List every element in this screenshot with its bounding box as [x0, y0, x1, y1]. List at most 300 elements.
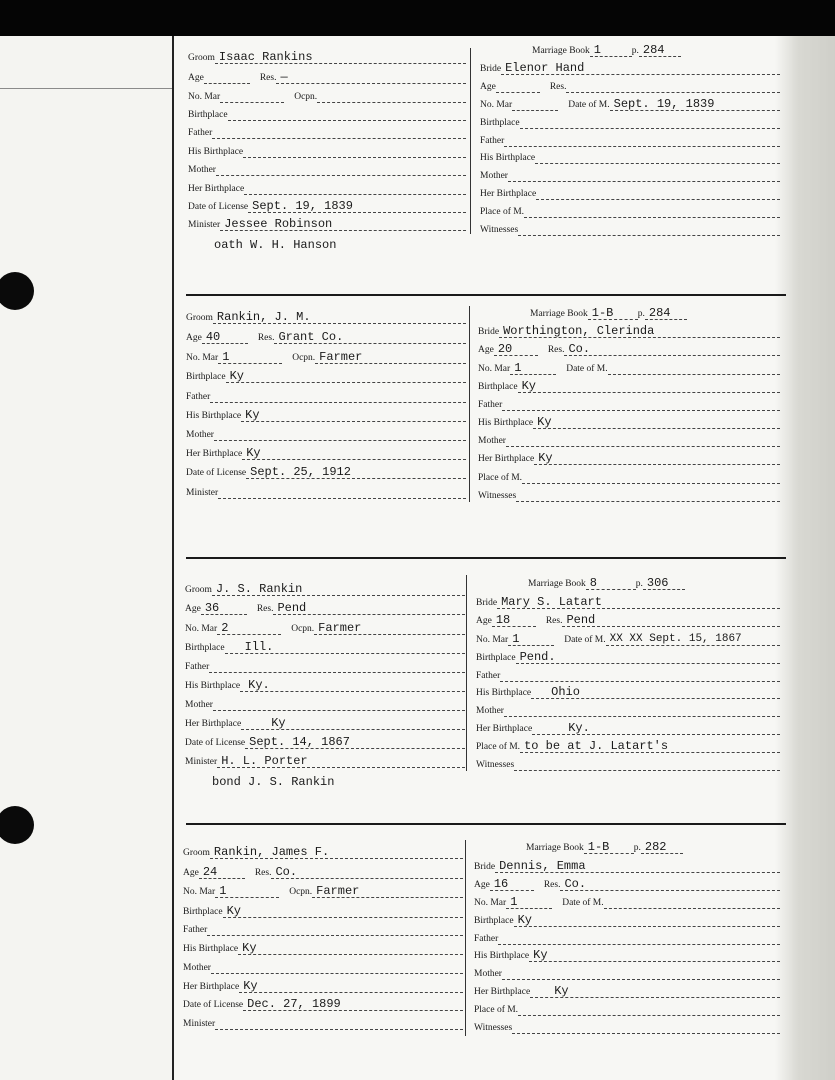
age-res-row — [186, 330, 466, 344]
bride-his-birthplace-row — [480, 150, 780, 164]
her-birthplace-row — [183, 979, 463, 993]
groom-mother — [211, 961, 463, 974]
groom-his-birthplace: Ky — [238, 942, 463, 955]
bride-his-birthplace-row — [478, 415, 780, 429]
date-of-license-row — [183, 997, 463, 1011]
place-of-marriage: to be at J. Latart's — [520, 740, 780, 753]
groom-no-mar: 1 — [218, 351, 282, 364]
ocpn-label: Ocpn. — [292, 353, 316, 363]
groom-father — [207, 923, 463, 936]
bride-no-mar-row — [478, 361, 780, 375]
age-label: Age — [188, 73, 204, 83]
her-birthplace-row — [188, 181, 466, 195]
father-label: Father — [188, 128, 213, 138]
her-birthplace-label: Her Birthplace — [185, 719, 242, 729]
bride-label: Bride — [478, 327, 500, 337]
place-of-marriage — [524, 205, 780, 218]
marriage-book-number: 1 — [590, 44, 632, 57]
her-birthplace-row — [186, 446, 466, 460]
witnesses — [516, 489, 780, 502]
page-label: p. — [633, 843, 641, 853]
place-of-m-row — [480, 204, 780, 218]
res-label: Res. — [547, 345, 565, 355]
groom-mother — [214, 428, 466, 441]
birthplace-label: Birthplace — [186, 372, 226, 382]
page-label: p. — [637, 309, 645, 319]
mother-row — [188, 162, 466, 176]
groom-name: J. S. Rankin — [212, 583, 465, 596]
bride-mother — [504, 704, 780, 717]
place-of-m-row — [476, 739, 780, 753]
father-label: Father — [476, 671, 501, 681]
place-of-m-row — [478, 470, 780, 484]
bride-row — [480, 61, 780, 75]
minister-label: Minister — [188, 220, 221, 230]
bride-birthplace-row — [478, 379, 780, 393]
bride-res: Co. — [560, 878, 780, 891]
groom-her-birthplace: Ky — [241, 717, 465, 730]
bride-age-res-row — [474, 877, 780, 891]
bride-row — [478, 324, 780, 338]
bride-no-mar — [512, 98, 558, 111]
birthplace-label: Birthplace — [478, 382, 518, 392]
res-label: Res. — [254, 868, 272, 878]
marriage-book-label: Marriage Book — [532, 46, 590, 56]
her-birthplace-label: Her Birthplace — [480, 189, 537, 199]
groom-her-birthplace: Ky — [242, 447, 466, 460]
his-birthplace-label: His Birthplace — [478, 418, 534, 428]
groom-row — [183, 845, 463, 859]
her-birthplace-label: Her Birthplace — [188, 184, 245, 194]
marriage-book-number: 8 — [586, 577, 636, 590]
age-label: Age — [185, 604, 201, 614]
date-of-m-label: Date of M. — [566, 364, 608, 374]
res-label: Res. — [549, 82, 567, 92]
res-label: Res. — [545, 616, 563, 626]
minister-label: Minister — [185, 757, 218, 767]
mother-row — [186, 427, 466, 441]
bride-father — [502, 398, 780, 411]
his-birthplace-label: His Birthplace — [188, 147, 244, 157]
his-birthplace-row — [188, 144, 466, 158]
witnesses-label: Witnesses — [474, 1023, 513, 1033]
father-label: Father — [185, 662, 210, 672]
groom-age: 36 — [201, 602, 247, 615]
mother-label: Mother — [476, 706, 504, 716]
father-label: Father — [183, 925, 208, 935]
date-of-m-label: Date of M. — [564, 635, 606, 645]
mother-row — [185, 697, 465, 711]
father-row — [186, 389, 466, 403]
his-birthplace-label: His Birthplace — [474, 951, 530, 961]
her-birthplace-label: Her Birthplace — [474, 987, 531, 997]
groom-age — [204, 71, 250, 84]
bride-label: Bride — [474, 862, 496, 872]
bride-name: Worthington, Clerinda — [499, 325, 780, 338]
birthplace-label: Birthplace — [188, 110, 228, 120]
mother-label: Mother — [185, 700, 213, 710]
age-label: Age — [478, 345, 494, 355]
groom-res: — — [276, 71, 466, 84]
bride-birthplace-row — [480, 115, 780, 129]
bride-father-row — [480, 133, 780, 147]
marriage-book-page: 306 — [643, 577, 685, 590]
mother-label: Mother — [480, 171, 508, 181]
groom-his-birthplace — [243, 145, 466, 158]
marriage-book-row — [532, 43, 722, 57]
date-of-license-row — [185, 735, 465, 749]
date-of-license: Sept. 19, 1839 — [248, 200, 466, 213]
bride-age — [496, 80, 540, 93]
minister-label: Minister — [186, 488, 219, 498]
no-mar-label: No. Mar — [478, 364, 511, 374]
date-of-marriage: XX XX Sept. 15, 1867 — [606, 633, 780, 646]
marriage-book-row — [526, 840, 726, 854]
birthplace-row — [188, 107, 466, 121]
father-row — [188, 125, 466, 139]
no-mar-row — [186, 350, 466, 364]
scan-margin-rule — [0, 88, 175, 89]
bride-his-birthplace: Ky — [533, 416, 780, 429]
bride-father — [500, 669, 780, 682]
place-of-m-row — [474, 1002, 780, 1016]
minister-row — [183, 1016, 463, 1030]
date-of-license-row — [186, 465, 466, 479]
minister-label: Minister — [183, 1019, 216, 1029]
groom-res: Pend — [273, 602, 465, 615]
record-note: oath W. H. Hanson — [214, 238, 337, 252]
bride-row — [474, 859, 780, 873]
record-separator — [186, 294, 786, 296]
no-mar-label: No. Mar — [474, 898, 507, 908]
marriage-book-row — [530, 306, 730, 320]
place-of-marriage — [518, 1003, 780, 1016]
minister-name: H. L. Porter — [217, 755, 465, 768]
place-of-m-label: Place of M. — [478, 473, 523, 483]
age-res-row — [183, 865, 463, 879]
res-label: Res. — [259, 73, 277, 83]
ocpn-label: Ocpn. — [294, 92, 318, 102]
bride-age-res-row — [478, 342, 780, 356]
place-of-marriage — [522, 471, 780, 484]
age-label: Age — [474, 880, 490, 890]
groom-birthplace: Ill. — [225, 641, 465, 654]
bride-name: Elenor Hand — [501, 62, 780, 75]
groom-label: Groom — [186, 313, 213, 323]
minister-name: Jessee Robinson — [220, 218, 466, 231]
no-mar-label: No. Mar — [186, 353, 219, 363]
minister-row — [185, 754, 465, 768]
groom-label: Groom — [188, 53, 215, 63]
witnesses-row — [474, 1020, 780, 1034]
witnesses — [512, 1021, 780, 1034]
birthplace-label: Birthplace — [474, 916, 514, 926]
date-of-license-label: Date of License — [188, 202, 249, 212]
groom-name: Isaac Rankins — [215, 51, 466, 64]
bride-no-mar-row — [476, 632, 780, 646]
groom-his-birthplace: Ky. — [240, 679, 465, 692]
bride-mother — [502, 967, 780, 980]
bride-mother-row — [474, 966, 780, 980]
column-divider — [470, 48, 471, 234]
bride-res — [566, 80, 780, 93]
bride-no-mar: 1 — [510, 362, 556, 375]
groom-age: 24 — [199, 866, 245, 879]
res-label: Res. — [543, 880, 561, 890]
bride-name: Dennis, Emma — [495, 860, 780, 873]
mother-row — [183, 960, 463, 974]
groom-no-mar: 2 — [217, 622, 281, 635]
his-birthplace-row — [185, 678, 465, 692]
bride-birthplace: Pend. — [516, 651, 780, 664]
witnesses-row — [480, 222, 780, 236]
age-label: Age — [183, 868, 199, 878]
no-mar-label: No. Mar — [480, 100, 513, 110]
marriage-book-row — [528, 576, 728, 590]
age-label: Age — [480, 82, 496, 92]
bride-birthplace: Ky — [514, 914, 780, 927]
witnesses-label: Witnesses — [476, 760, 515, 770]
marriage-book-label: Marriage Book — [528, 579, 586, 589]
bride-her-birthplace-row — [474, 984, 780, 998]
his-birthplace-row — [186, 408, 466, 422]
place-of-m-label: Place of M. — [474, 1005, 519, 1015]
groom-her-birthplace: Ky — [239, 980, 463, 993]
witnesses-label: Witnesses — [480, 225, 519, 235]
page-label: p. — [631, 46, 639, 56]
bride-his-birthplace-row — [474, 948, 780, 962]
groom-mother — [213, 698, 465, 711]
age-label: Age — [186, 333, 202, 343]
groom-mother — [216, 163, 466, 176]
groom-no-mar: 1 — [215, 885, 279, 898]
minister-name — [218, 486, 466, 499]
ocpn-label: Ocpn. — [289, 887, 313, 897]
date-of-license: Sept. 14, 1867 — [245, 736, 465, 749]
groom-father — [209, 660, 465, 673]
groom-his-birthplace: Ky — [241, 409, 466, 422]
groom-res: Grant Co. — [274, 331, 466, 344]
record-separator — [186, 557, 786, 559]
groom-label: Groom — [183, 848, 210, 858]
groom-no-mar — [220, 90, 284, 103]
groom-label: Groom — [185, 585, 212, 595]
place-of-m-label: Place of M. — [480, 207, 525, 217]
bride-age-res-row — [476, 613, 780, 627]
minister-row — [188, 217, 466, 231]
groom-birthplace: Ky — [226, 370, 466, 383]
marriage-book-number: 1-B — [588, 307, 638, 320]
date-of-license-label: Date of License — [183, 1000, 244, 1010]
marriage-book-label: Marriage Book — [530, 309, 588, 319]
witnesses — [514, 758, 780, 771]
marriage-book-page: 282 — [641, 841, 683, 854]
date-of-marriage: Sept. 19, 1839 — [610, 98, 780, 111]
bride-her-birthplace: Ky — [530, 985, 780, 998]
groom-birthplace: Ky — [223, 905, 463, 918]
her-birthplace-label: Her Birthplace — [476, 724, 533, 734]
mother-label: Mother — [183, 963, 211, 973]
date-of-license: Sept. 25, 1912 — [246, 466, 466, 479]
mother-label: Mother — [474, 969, 502, 979]
marriage-book-label: Marriage Book — [526, 843, 584, 853]
birthplace-label: Birthplace — [476, 653, 516, 663]
date-of-license-label: Date of License — [185, 738, 246, 748]
bride-row — [476, 595, 780, 609]
witnesses-row — [478, 488, 780, 502]
bride-birthplace — [520, 116, 780, 129]
date-of-license-row — [188, 199, 466, 213]
bride-mother-row — [476, 703, 780, 717]
his-birthplace-label: His Birthplace — [183, 944, 239, 954]
minister-row — [186, 485, 466, 499]
bride-no-mar-row — [474, 895, 780, 909]
bride-mother-row — [480, 168, 780, 182]
bride-mother — [508, 169, 780, 182]
bride-his-birthplace: Ky — [529, 949, 780, 962]
bride-his-birthplace — [535, 151, 780, 164]
birthplace-row — [183, 904, 463, 918]
no-mar-label: No. Mar — [183, 887, 216, 897]
date-of-marriage — [604, 896, 780, 909]
birthplace-label: Birthplace — [480, 118, 520, 128]
record-separator — [186, 823, 786, 825]
punch-hole — [0, 272, 34, 310]
bride-no-mar: 1 — [508, 633, 554, 646]
record-note: bond J. S. Rankin — [212, 775, 335, 789]
birthplace-label: Birthplace — [183, 907, 223, 917]
bride-age-res-row — [480, 79, 780, 93]
bride-birthplace-row — [474, 913, 780, 927]
groom-ocpn: Farmer — [315, 351, 466, 364]
bride-her-birthplace — [536, 187, 780, 200]
marriage-book-page: 284 — [639, 44, 681, 57]
her-birthplace-label: Her Birthplace — [478, 454, 535, 464]
ocpn-label: Ocpn. — [291, 624, 315, 634]
groom-name: Rankin, J. M. — [213, 311, 466, 324]
res-label: Res. — [257, 333, 275, 343]
his-birthplace-label: His Birthplace — [476, 688, 532, 698]
bride-res: Pend — [562, 614, 780, 627]
bride-mother — [506, 434, 780, 447]
his-birthplace-row — [183, 941, 463, 955]
bride-no-mar: 1 — [506, 896, 552, 909]
date-of-marriage — [608, 362, 780, 375]
groom-age: 40 — [202, 331, 248, 344]
bride-no-mar-row — [480, 97, 780, 111]
his-birthplace-label: His Birthplace — [480, 153, 536, 163]
mother-label: Mother — [186, 430, 214, 440]
groom-row — [185, 582, 465, 596]
marriage-book-page: 284 — [645, 307, 687, 320]
groom-row — [186, 310, 466, 324]
witnesses-row — [476, 757, 780, 771]
place-of-m-label: Place of M. — [476, 742, 521, 752]
bride-her-birthplace-row — [476, 721, 780, 735]
bride-father — [504, 134, 780, 147]
bride-her-birthplace-row — [478, 451, 780, 465]
bride-her-birthplace: Ky — [534, 452, 780, 465]
no-mar-label: No. Mar — [185, 624, 218, 634]
bride-res: Co. — [564, 343, 780, 356]
bride-father-row — [478, 397, 780, 411]
bride-birthplace-row — [476, 650, 780, 664]
date-of-m-label: Date of M. — [568, 100, 610, 110]
mother-label: Mother — [188, 165, 216, 175]
bride-birthplace: Ky — [518, 380, 780, 393]
mother-label: Mother — [478, 436, 506, 446]
birthplace-label: Birthplace — [185, 643, 225, 653]
her-birthplace-row — [185, 716, 465, 730]
bride-his-birthplace-row — [476, 685, 780, 699]
column-divider — [466, 575, 467, 771]
bride-her-birthplace: Ky. — [532, 722, 780, 735]
groom-father — [210, 390, 466, 403]
bride-father-row — [476, 668, 780, 682]
bride-label: Bride — [476, 598, 498, 608]
groom-name: Rankin, James F. — [210, 846, 463, 859]
bride-mother-row — [478, 433, 780, 447]
column-divider — [465, 840, 466, 1036]
punch-hole — [0, 806, 34, 844]
father-label: Father — [186, 392, 211, 402]
groom-row — [188, 50, 466, 64]
groom-ocpn: Farmer — [312, 885, 463, 898]
groom-birthplace — [228, 108, 466, 121]
groom-res: Co. — [271, 866, 463, 879]
bride-name: Mary S. Latart — [497, 596, 780, 609]
date-of-m-label: Date of M. — [562, 898, 604, 908]
father-label: Father — [478, 400, 503, 410]
groom-ocpn: Farmer — [314, 622, 465, 635]
bride-label: Bride — [480, 64, 502, 74]
minister-name — [215, 1017, 463, 1030]
bride-age: 18 — [492, 614, 536, 627]
bride-age: 20 — [494, 343, 538, 356]
witnesses — [518, 223, 780, 236]
father-row — [185, 659, 465, 673]
birthplace-row — [186, 369, 466, 383]
age-res-row — [185, 601, 465, 615]
res-label: Res. — [256, 604, 274, 614]
father-label: Father — [480, 136, 505, 146]
bride-his-birthplace: Ohio — [531, 686, 780, 699]
no-mar-label: No. Mar — [476, 635, 509, 645]
witnesses-label: Witnesses — [478, 491, 517, 501]
scan-top-border — [0, 0, 835, 36]
groom-ocpn — [317, 90, 466, 103]
no-mar-row — [183, 884, 463, 898]
date-of-license: Dec. 27, 1899 — [243, 998, 463, 1011]
bride-age: 16 — [490, 878, 534, 891]
her-birthplace-label: Her Birthplace — [183, 982, 240, 992]
no-mar-row — [185, 621, 465, 635]
bride-her-birthplace-row — [480, 186, 780, 200]
age-label: Age — [476, 616, 492, 626]
birthplace-row — [185, 640, 465, 654]
groom-her-birthplace — [244, 182, 466, 195]
page-label: p. — [635, 579, 643, 589]
column-divider — [469, 306, 470, 502]
no-mar-label: No. Mar — [188, 92, 221, 102]
bride-father-row — [474, 931, 780, 945]
bride-father — [498, 932, 780, 945]
his-birthplace-label: His Birthplace — [185, 681, 241, 691]
date-of-license-label: Date of License — [186, 468, 247, 478]
age-res-row — [188, 70, 466, 84]
his-birthplace-label: His Birthplace — [186, 411, 242, 421]
her-birthplace-label: Her Birthplace — [186, 449, 243, 459]
